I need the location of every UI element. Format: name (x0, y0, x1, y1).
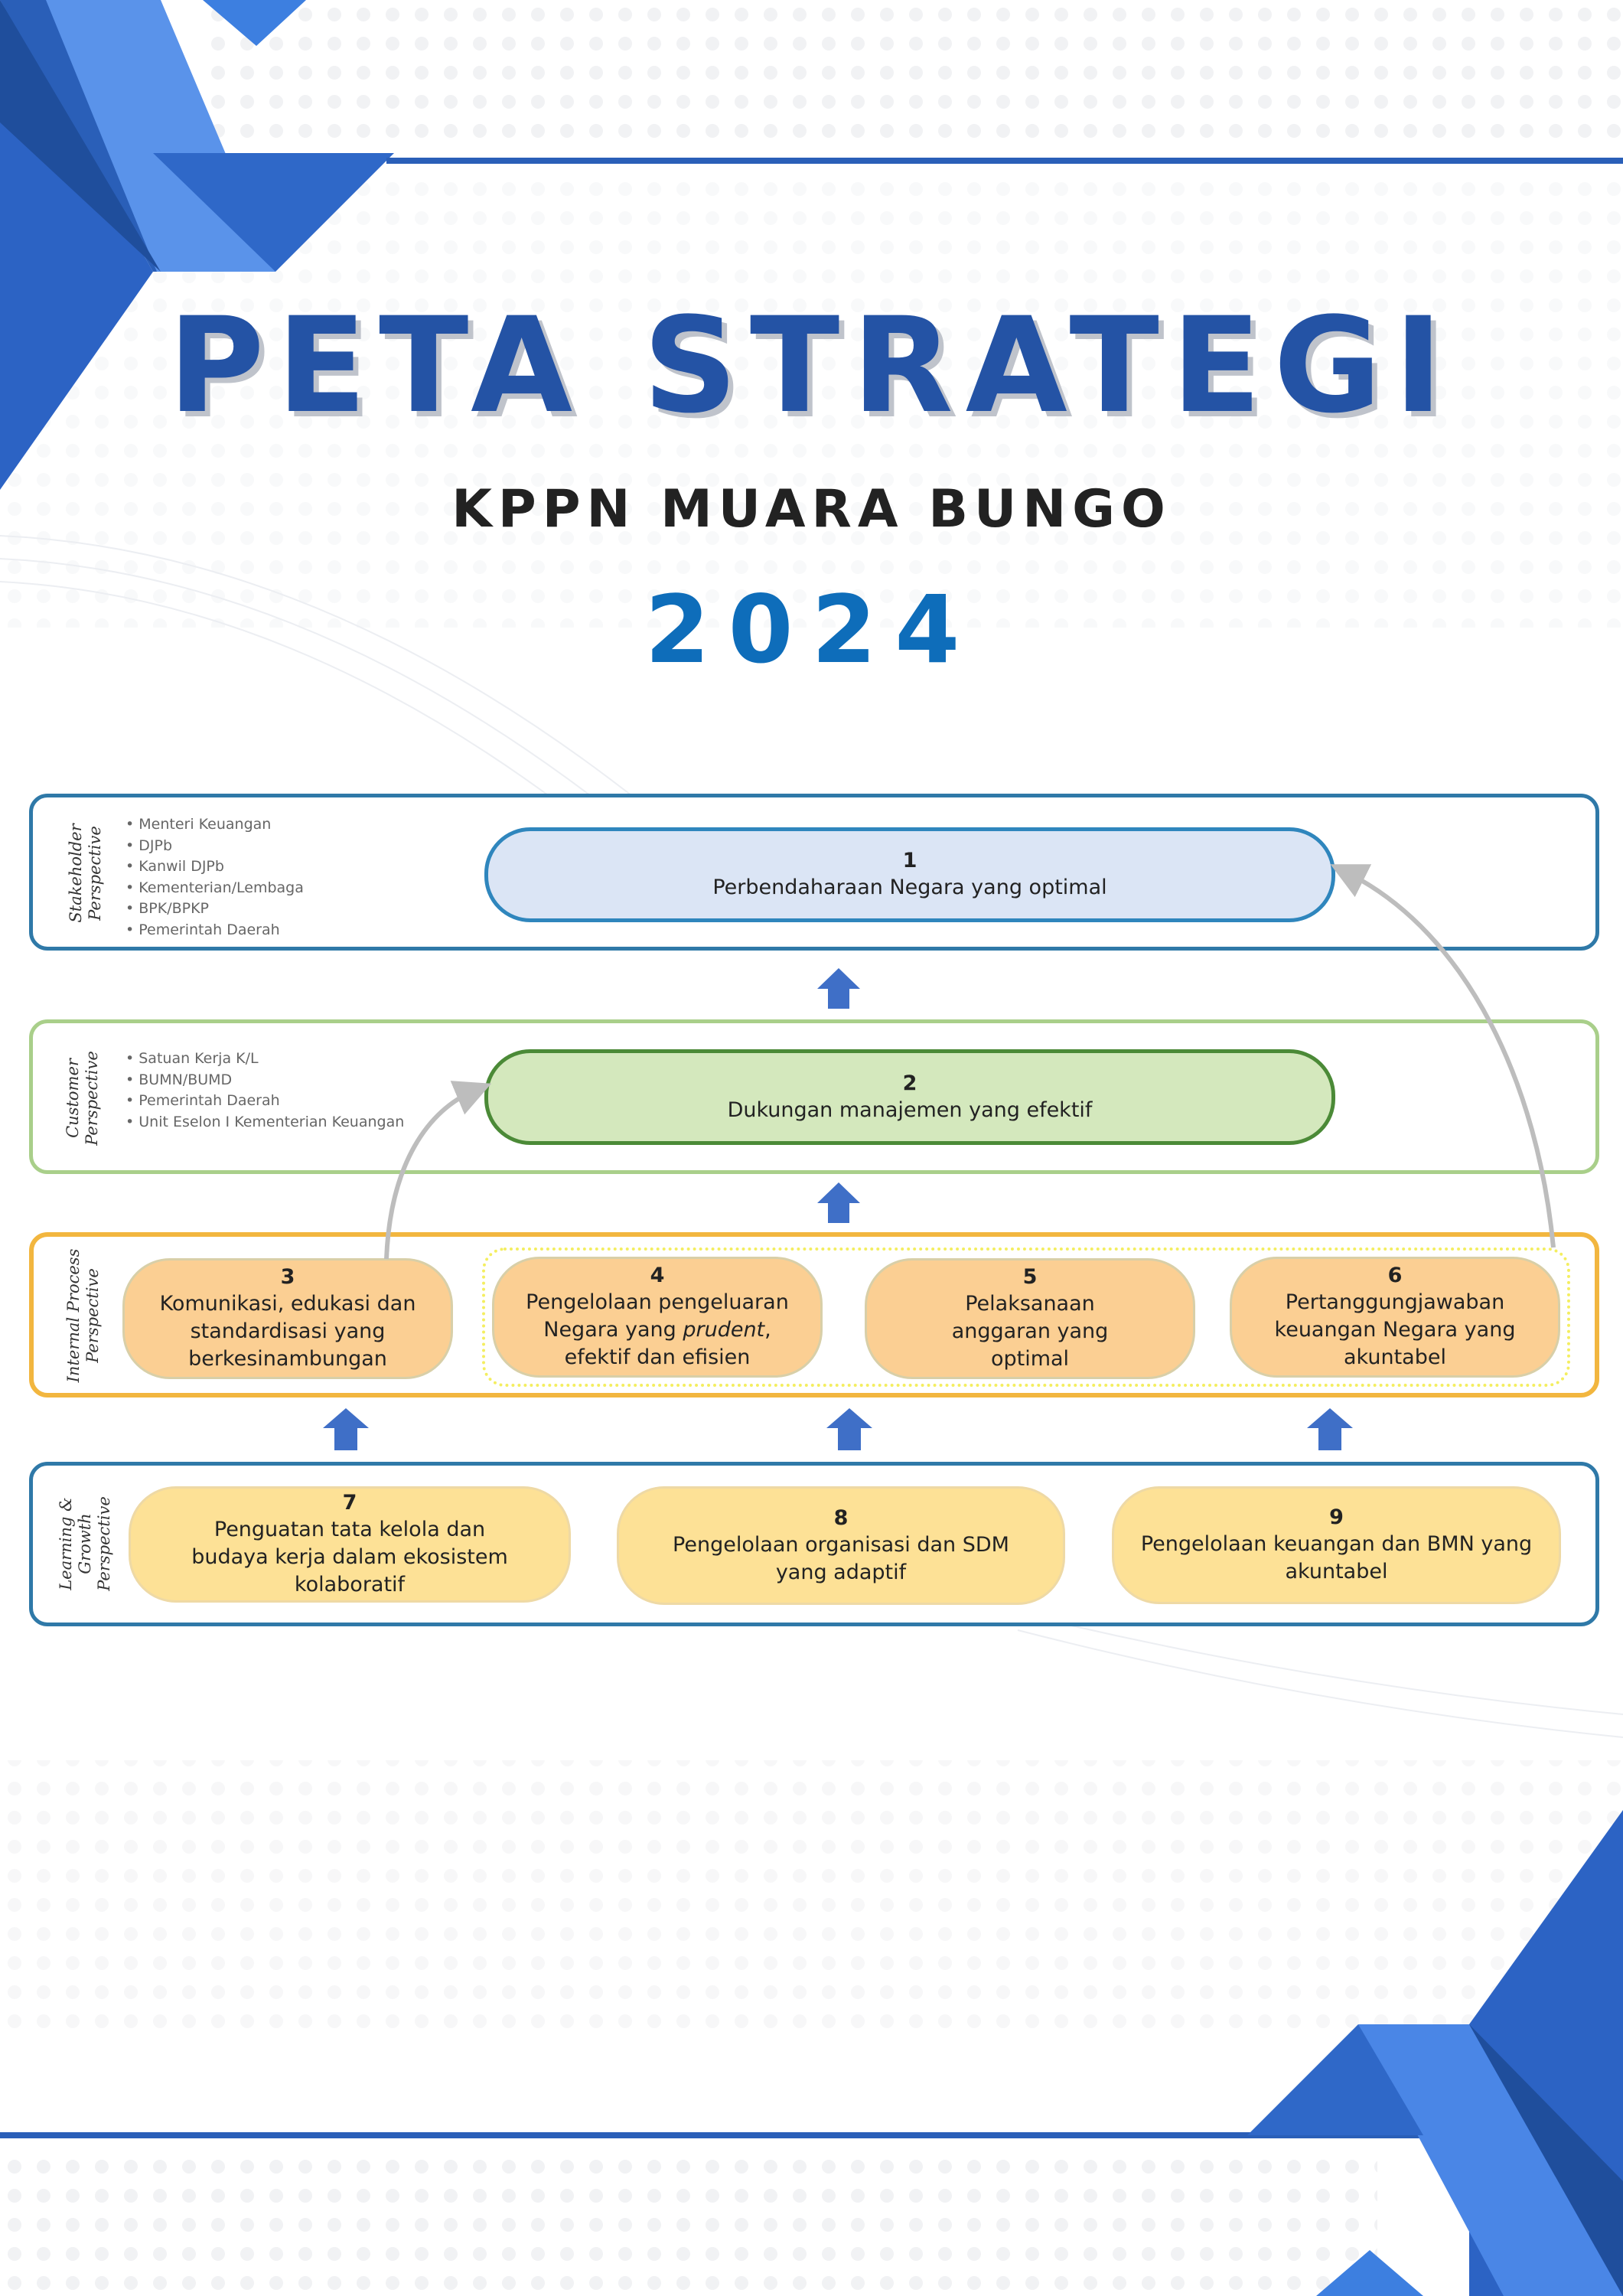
objective-number: 4 (650, 1264, 665, 1287)
list-item: • Satuan Kerja K/L (125, 1049, 404, 1070)
list-item: • Unit Eselon I Kementerian Keuangan (125, 1112, 404, 1133)
objective-text: Pelaksanaan anggaran yang optimal (951, 1292, 1109, 1371)
objective-number: 8 (833, 1505, 849, 1530)
objective-text: Pengelolaan organisasi dan SDM yang adaptif (673, 1532, 1009, 1584)
link-arrow-3-to-2 (386, 1091, 474, 1259)
objective-number: 2 (902, 1071, 917, 1095)
objective-text: Dukungan manajemen yang efektif (727, 1097, 1093, 1122)
objective-number: 6 (1387, 1264, 1403, 1287)
up-arrow-9 (1307, 1408, 1353, 1450)
objective-number: 9 (1329, 1505, 1344, 1529)
learning-growth-perspective-label: Learning & Growth Perspective (56, 1496, 113, 1591)
list-item: • Pemerintah Daerah (125, 1091, 404, 1112)
objective-text-end: , efektif dan efisien (564, 1318, 771, 1369)
objective-number: 7 (342, 1491, 357, 1515)
list-item: • Kementerian/Lembaga (125, 878, 304, 899)
objective-number: 5 (1022, 1265, 1038, 1289)
up-arrow-1-2 (817, 968, 860, 1009)
objective-text: Perbendaharaan Negara yang optimal (712, 876, 1107, 899)
objective-text-emphasis: prudent (683, 1318, 765, 1342)
list-item: • Menteri Keuangan (125, 814, 304, 836)
link-arrow-6-to-1 (1347, 872, 1553, 1247)
list-item: • BUMN/BUMD (125, 1070, 404, 1091)
list-item: • Pemerintah Daerah (125, 920, 304, 941)
office-subtitle: KPPN MUARA BUNGO (451, 479, 1172, 540)
year-label: 2024 (644, 576, 979, 684)
objective-number: 1 (902, 849, 917, 872)
objective-number: 3 (280, 1265, 295, 1289)
internal-process-perspective-label: Internal Process Perspective (64, 1248, 102, 1383)
list-item: • DJPb (125, 836, 304, 857)
list-item: • BPK/BPKP (125, 899, 304, 920)
objective-text: Komunikasi, edukasi dan standardisasi yang berkesinambungan (159, 1292, 416, 1371)
up-arrow-2-internal (817, 1182, 860, 1223)
list-item: • Kanwil DJPb (125, 856, 304, 878)
objective-text: Pengelolaan keuangan dan BMN yang akuntabel (1140, 1532, 1533, 1583)
up-arrow-8 (826, 1408, 872, 1450)
up-arrow-7 (323, 1408, 369, 1450)
objective-text: Pertanggungjawaban keuangan Negara yang akuntabel (1274, 1290, 1516, 1369)
page-title: PETA STRATEGI (168, 289, 1455, 442)
objective-text-start: Pengelolaan pengeluaran Negara yang (526, 1290, 789, 1342)
stakeholder-perspective-label: Stakeholder Perspective (67, 823, 104, 923)
customer-perspective-label: Customer Perspective (64, 1051, 101, 1146)
objective-text: Penguatan tata kelola dan budaya kerja dalam ekosistem kolaboratif (191, 1518, 508, 1596)
